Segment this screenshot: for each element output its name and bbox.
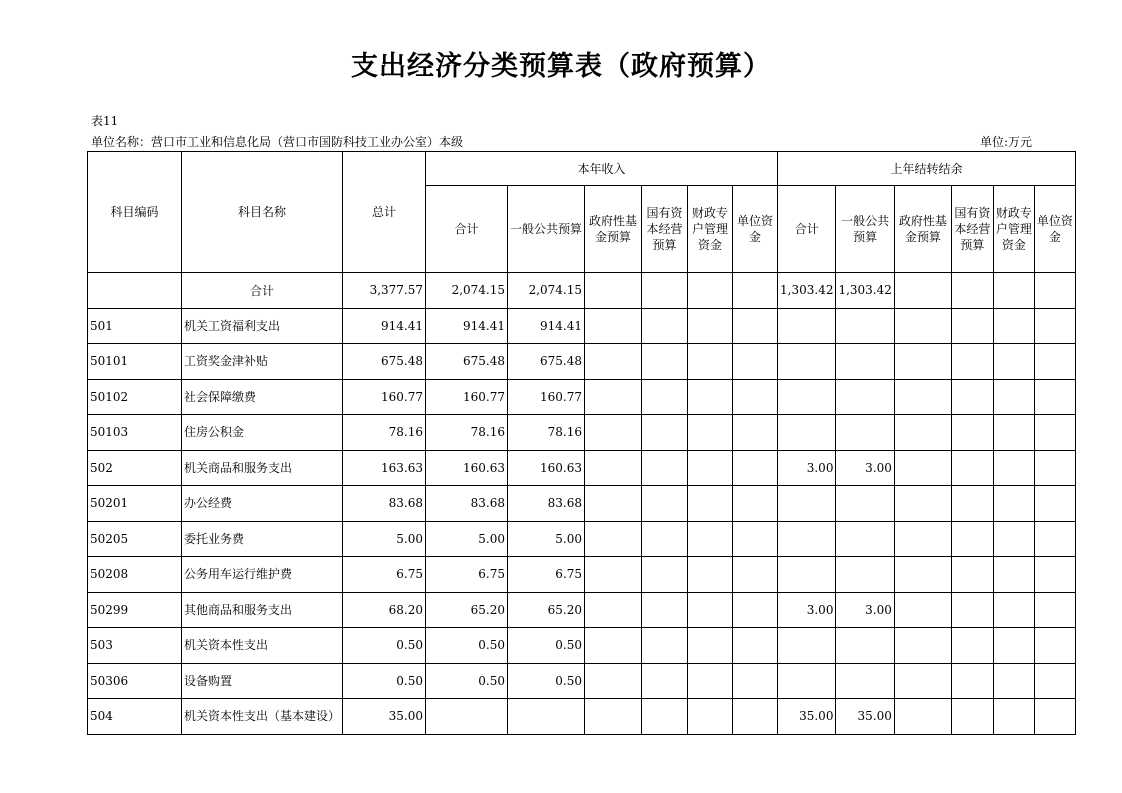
table-row bbox=[88, 663, 1076, 699]
row-value-cell bbox=[993, 273, 1034, 309]
row-value-cell: 914.41 bbox=[426, 308, 508, 344]
row-code: 50205 bbox=[88, 521, 182, 557]
row-value-cell: 35.00 bbox=[343, 699, 426, 735]
row-value-cell bbox=[894, 557, 951, 593]
unit-name: 单位名称：营口市工业和信息化局（营口市国防科技工业办公室）本级 bbox=[91, 135, 464, 149]
header-co-special-account: 财政专户管理资金 bbox=[993, 186, 1034, 273]
row-value-cell: 78.16 bbox=[508, 415, 585, 451]
row-code: 50102 bbox=[88, 379, 182, 415]
currency-unit: 单位:万元 bbox=[979, 135, 1032, 149]
row-value-cell bbox=[993, 628, 1034, 664]
table-row bbox=[88, 486, 1076, 522]
table-row bbox=[88, 557, 1076, 593]
row-value-cell bbox=[585, 415, 642, 451]
row-value-cell bbox=[642, 450, 688, 486]
header-total: 总计 bbox=[343, 152, 426, 273]
row-value-cell bbox=[894, 521, 951, 557]
row-value-cell: 0.50 bbox=[508, 663, 585, 699]
row-value-cell bbox=[894, 663, 951, 699]
row-code: 502 bbox=[88, 450, 182, 486]
header-co-unit-funds: 单位资金 bbox=[1034, 186, 1075, 273]
row-value-cell bbox=[778, 628, 836, 664]
row-value-cell: 0.50 bbox=[508, 628, 585, 664]
row-value-cell bbox=[585, 450, 642, 486]
table-row bbox=[88, 308, 1076, 344]
header-co-subtotal: 合计 bbox=[778, 186, 836, 273]
row-value-cell bbox=[951, 273, 993, 309]
row-value-cell bbox=[642, 557, 688, 593]
row-value-cell: 78.16 bbox=[426, 415, 508, 451]
row-value-cell bbox=[585, 521, 642, 557]
row-value-cell: 160.77 bbox=[343, 379, 426, 415]
row-value-cell: 83.68 bbox=[508, 486, 585, 522]
row-code: 501 bbox=[88, 308, 182, 344]
row-value-cell bbox=[1034, 450, 1075, 486]
row-value-cell: 3.00 bbox=[778, 450, 836, 486]
row-value-cell bbox=[585, 486, 642, 522]
row-value-cell bbox=[688, 628, 733, 664]
row-value-cell: 675.48 bbox=[343, 344, 426, 380]
row-name: 机关资本性支出 bbox=[182, 628, 343, 664]
table-row bbox=[88, 592, 1076, 628]
header-cy-subtotal: 合计 bbox=[426, 186, 508, 273]
table-row bbox=[88, 699, 1076, 735]
row-value-cell bbox=[508, 699, 585, 735]
row-value-cell bbox=[993, 663, 1034, 699]
row-value-cell bbox=[688, 557, 733, 593]
row-value-cell bbox=[585, 699, 642, 735]
row-value-cell: 0.50 bbox=[343, 628, 426, 664]
row-value-cell bbox=[585, 308, 642, 344]
row-value-cell: 6.75 bbox=[426, 557, 508, 593]
table-row bbox=[88, 628, 1076, 664]
row-value-cell bbox=[733, 663, 778, 699]
row-value-cell bbox=[642, 699, 688, 735]
row-value-cell: 0.50 bbox=[426, 663, 508, 699]
row-value-cell bbox=[733, 273, 778, 309]
row-value-cell bbox=[951, 663, 993, 699]
row-value-cell bbox=[951, 628, 993, 664]
header-co-fund: 政府性基金预算 bbox=[894, 186, 951, 273]
row-value-cell bbox=[688, 308, 733, 344]
row-value-cell bbox=[1034, 521, 1075, 557]
row-value-cell bbox=[836, 557, 894, 593]
row-value-cell: 5.00 bbox=[343, 521, 426, 557]
row-value-cell: 914.41 bbox=[508, 308, 585, 344]
table-row bbox=[88, 450, 1076, 486]
row-value-cell bbox=[733, 415, 778, 451]
row-value-cell bbox=[894, 273, 951, 309]
row-value-cell bbox=[778, 415, 836, 451]
table-row bbox=[88, 521, 1076, 557]
row-name: 办公经费 bbox=[182, 486, 343, 522]
row-value-cell bbox=[585, 592, 642, 628]
row-value-cell bbox=[951, 450, 993, 486]
header-co-state-capital: 国有资本经营预算 bbox=[951, 186, 993, 273]
row-value-cell bbox=[1034, 557, 1075, 593]
row-value-cell bbox=[585, 344, 642, 380]
row-value-cell bbox=[733, 628, 778, 664]
row-value-cell bbox=[836, 379, 894, 415]
table-number: 表11 bbox=[91, 114, 119, 128]
row-value-cell bbox=[894, 344, 951, 380]
row-value-cell bbox=[733, 486, 778, 522]
header-carryover: 上年结转结余 bbox=[778, 152, 1076, 186]
row-value-cell bbox=[585, 273, 642, 309]
row-code: 50208 bbox=[88, 557, 182, 593]
row-value-cell bbox=[688, 521, 733, 557]
budget-table bbox=[87, 151, 1076, 735]
row-value-cell bbox=[688, 699, 733, 735]
header-cy-unit-funds: 单位资金 bbox=[733, 186, 778, 273]
row-value-cell bbox=[951, 415, 993, 451]
row-value-cell bbox=[585, 557, 642, 593]
row-code: 50201 bbox=[88, 486, 182, 522]
row-value-cell bbox=[1034, 273, 1075, 309]
table-row bbox=[88, 415, 1076, 451]
row-value-cell: 6.75 bbox=[508, 557, 585, 593]
row-name: 工资奖金津补贴 bbox=[182, 344, 343, 380]
row-value-cell bbox=[733, 308, 778, 344]
row-value-cell bbox=[642, 521, 688, 557]
row-value-cell bbox=[642, 308, 688, 344]
row-value-cell: 35.00 bbox=[778, 699, 836, 735]
row-code: 504 bbox=[88, 699, 182, 735]
row-value-cell: 914.41 bbox=[343, 308, 426, 344]
row-value-cell bbox=[1034, 663, 1075, 699]
row-value-cell: 2,074.15 bbox=[508, 273, 585, 309]
table-body bbox=[88, 273, 1076, 735]
table-row bbox=[88, 344, 1076, 380]
row-value-cell bbox=[951, 592, 993, 628]
row-value-cell: 3,377.57 bbox=[343, 273, 426, 309]
row-value-cell: 83.68 bbox=[426, 486, 508, 522]
row-value-cell: 65.20 bbox=[426, 592, 508, 628]
row-value-cell bbox=[836, 308, 894, 344]
row-value-cell: 2,074.15 bbox=[426, 273, 508, 309]
row-value-cell bbox=[426, 699, 508, 735]
row-value-cell bbox=[993, 699, 1034, 735]
row-value-cell bbox=[642, 663, 688, 699]
row-value-cell bbox=[733, 344, 778, 380]
row-value-cell bbox=[642, 344, 688, 380]
row-value-cell: 675.48 bbox=[508, 344, 585, 380]
page-title: 支出经济分类预算表（政府预算） bbox=[351, 51, 771, 82]
row-value-cell bbox=[993, 450, 1034, 486]
row-value-cell bbox=[688, 486, 733, 522]
row-value-cell bbox=[733, 450, 778, 486]
row-value-cell bbox=[993, 521, 1034, 557]
row-value-cell bbox=[993, 344, 1034, 380]
row-value-cell bbox=[951, 486, 993, 522]
row-value-cell: 1,303.42 bbox=[778, 273, 836, 309]
row-value-cell bbox=[733, 379, 778, 415]
header-current-year: 本年收入 bbox=[426, 152, 778, 186]
row-value-cell: 6.75 bbox=[343, 557, 426, 593]
row-value-cell bbox=[642, 486, 688, 522]
row-value-cell bbox=[1034, 344, 1075, 380]
row-value-cell bbox=[836, 486, 894, 522]
row-name: 住房公积金 bbox=[182, 415, 343, 451]
row-value-cell bbox=[894, 450, 951, 486]
row-value-cell bbox=[642, 379, 688, 415]
row-value-cell bbox=[836, 663, 894, 699]
row-value-cell bbox=[894, 308, 951, 344]
row-name: 社会保障缴费 bbox=[182, 379, 343, 415]
header-cy-state-capital: 国有资本经营预算 bbox=[642, 186, 688, 273]
row-value-cell: 78.16 bbox=[343, 415, 426, 451]
row-value-cell bbox=[951, 699, 993, 735]
row-value-cell bbox=[836, 344, 894, 380]
row-value-cell bbox=[836, 521, 894, 557]
row-value-cell bbox=[993, 486, 1034, 522]
row-value-cell: 3.00 bbox=[836, 450, 894, 486]
row-value-cell bbox=[1034, 486, 1075, 522]
row-name: 合计 bbox=[182, 273, 343, 309]
row-value-cell: 3.00 bbox=[778, 592, 836, 628]
row-code: 503 bbox=[88, 628, 182, 664]
row-value-cell: 5.00 bbox=[508, 521, 585, 557]
row-name: 机关资本性支出（基本建设） bbox=[182, 699, 343, 735]
row-value-cell bbox=[733, 592, 778, 628]
row-value-cell: 5.00 bbox=[426, 521, 508, 557]
row-value-cell bbox=[778, 557, 836, 593]
row-code: 50103 bbox=[88, 415, 182, 451]
header-code: 科目编码 bbox=[88, 152, 182, 273]
row-name: 机关工资福利支出 bbox=[182, 308, 343, 344]
row-value-cell: 0.50 bbox=[426, 628, 508, 664]
row-value-cell bbox=[688, 273, 733, 309]
row-name: 设备购置 bbox=[182, 663, 343, 699]
row-value-cell bbox=[894, 592, 951, 628]
row-value-cell bbox=[993, 592, 1034, 628]
row-value-cell bbox=[1034, 699, 1075, 735]
row-name: 其他商品和服务支出 bbox=[182, 592, 343, 628]
row-value-cell bbox=[1034, 592, 1075, 628]
row-value-cell bbox=[951, 344, 993, 380]
row-value-cell: 160.77 bbox=[426, 379, 508, 415]
row-value-cell bbox=[688, 450, 733, 486]
row-value-cell bbox=[688, 344, 733, 380]
header-cy-fund: 政府性基金预算 bbox=[585, 186, 642, 273]
row-value-cell bbox=[778, 344, 836, 380]
row-value-cell: 160.77 bbox=[508, 379, 585, 415]
row-value-cell bbox=[836, 628, 894, 664]
row-value-cell bbox=[894, 628, 951, 664]
row-value-cell bbox=[836, 415, 894, 451]
row-value-cell bbox=[642, 273, 688, 309]
row-code: 50306 bbox=[88, 663, 182, 699]
row-value-cell bbox=[733, 557, 778, 593]
row-value-cell bbox=[993, 379, 1034, 415]
table-row bbox=[88, 273, 1076, 309]
header-row-1 bbox=[88, 152, 1076, 186]
row-value-cell bbox=[778, 521, 836, 557]
row-value-cell bbox=[778, 308, 836, 344]
header-co-general: 一般公共预算 bbox=[836, 186, 894, 273]
row-value-cell bbox=[951, 521, 993, 557]
row-value-cell bbox=[733, 521, 778, 557]
row-value-cell: 35.00 bbox=[836, 699, 894, 735]
row-value-cell: 160.63 bbox=[508, 450, 585, 486]
row-value-cell bbox=[585, 663, 642, 699]
header-name: 科目名称 bbox=[182, 152, 343, 273]
row-value-cell bbox=[642, 592, 688, 628]
row-value-cell bbox=[894, 415, 951, 451]
row-value-cell bbox=[778, 379, 836, 415]
row-value-cell bbox=[894, 486, 951, 522]
row-value-cell bbox=[993, 415, 1034, 451]
row-value-cell bbox=[1034, 379, 1075, 415]
row-value-cell: 1,303.42 bbox=[836, 273, 894, 309]
row-value-cell bbox=[688, 663, 733, 699]
row-value-cell bbox=[1034, 628, 1075, 664]
row-value-cell bbox=[951, 557, 993, 593]
row-value-cell: 65.20 bbox=[508, 592, 585, 628]
row-value-cell: 163.63 bbox=[343, 450, 426, 486]
row-name: 公务用车运行维护费 bbox=[182, 557, 343, 593]
row-value-cell bbox=[951, 379, 993, 415]
row-code: 50101 bbox=[88, 344, 182, 380]
row-value-cell bbox=[688, 379, 733, 415]
row-value-cell bbox=[894, 699, 951, 735]
row-value-cell bbox=[993, 557, 1034, 593]
row-value-cell bbox=[688, 415, 733, 451]
row-name: 委托业务费 bbox=[182, 521, 343, 557]
row-value-cell: 3.00 bbox=[836, 592, 894, 628]
row-value-cell bbox=[951, 308, 993, 344]
row-code bbox=[88, 273, 182, 309]
row-value-cell bbox=[585, 379, 642, 415]
row-value-cell: 83.68 bbox=[343, 486, 426, 522]
row-value-cell: 68.20 bbox=[343, 592, 426, 628]
row-value-cell bbox=[894, 379, 951, 415]
row-value-cell: 675.48 bbox=[426, 344, 508, 380]
row-value-cell bbox=[1034, 415, 1075, 451]
row-value-cell bbox=[642, 415, 688, 451]
table-row bbox=[88, 379, 1076, 415]
row-value-cell: 160.63 bbox=[426, 450, 508, 486]
row-value-cell bbox=[688, 592, 733, 628]
row-value-cell bbox=[642, 628, 688, 664]
row-value-cell bbox=[993, 308, 1034, 344]
row-value-cell: 0.50 bbox=[343, 663, 426, 699]
row-value-cell bbox=[733, 699, 778, 735]
header-cy-special-account: 财政专户管理资金 bbox=[688, 186, 733, 273]
row-value-cell bbox=[778, 486, 836, 522]
row-name: 机关商品和服务支出 bbox=[182, 450, 343, 486]
row-value-cell bbox=[778, 663, 836, 699]
row-code: 50299 bbox=[88, 592, 182, 628]
row-value-cell bbox=[1034, 308, 1075, 344]
header-cy-general: 一般公共预算 bbox=[508, 186, 585, 273]
row-value-cell bbox=[585, 628, 642, 664]
